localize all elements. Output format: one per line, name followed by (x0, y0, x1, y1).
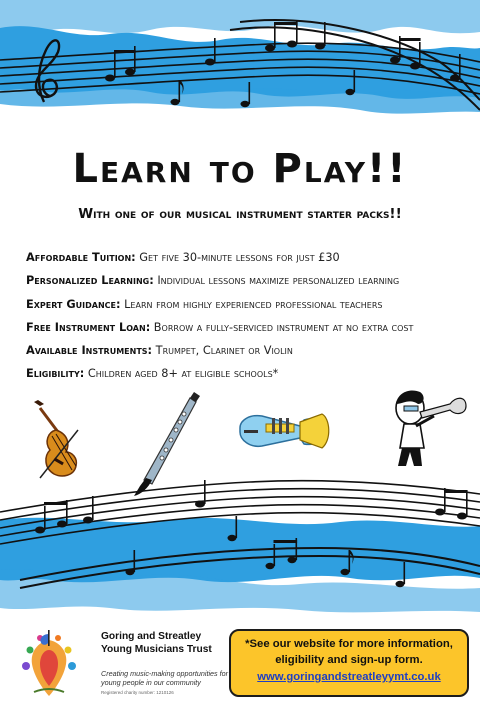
poster-title: Learn to Play!! (72, 146, 408, 192)
feature-item (26, 246, 471, 269)
info-box (229, 629, 469, 697)
feature-list (26, 246, 471, 386)
trust-logo (12, 626, 86, 700)
info-text: *See our website for more information, eligibility and sign-up form. (245, 638, 453, 666)
feature-label: Available Instruments: (26, 344, 153, 358)
feature-text: Borrow a fully-serviced instrument at no extra cost (150, 320, 414, 334)
feature-label: Personalized Learning: (26, 274, 154, 288)
feature-item (26, 339, 471, 362)
feature-item (26, 362, 471, 385)
feature-text: Get five 30-minute lessons for just £30 (135, 251, 340, 264)
feature-label: Affordable Tuition: (26, 251, 136, 264)
feature-text: Learn from highly experienced professional teachers (120, 297, 383, 311)
feature-label: Expert Guidance: (26, 297, 121, 311)
music-staff-banner-bottom (0, 455, 480, 615)
trumpet-icon (240, 414, 329, 448)
org-name: Goring and Streatley Young Musicians Trust (101, 631, 212, 655)
feature-text: Trumpet, Clarinet or Violin (152, 344, 293, 358)
feature-text: Children aged 8+ at eligible schools* (84, 367, 279, 381)
feature-item (26, 316, 471, 339)
feature-text: Individual lessons maximize personalized learning (153, 274, 400, 288)
charity-number: Registered charity number: 1210126 (101, 690, 174, 695)
feature-item (26, 293, 471, 316)
website-link[interactable]: www.goringandstreatleyymt.co.uk (257, 671, 441, 683)
feature-item (26, 269, 471, 292)
feature-label: Eligibility: (26, 367, 85, 381)
feature-label: Free Instrument Loan: (26, 320, 151, 334)
org-tagline: Creating music-making opportunities for young people in our community (101, 669, 229, 687)
music-staff-banner-top (0, 0, 480, 130)
poster-subtitle: With one of our musical instrument starter packs!! (78, 206, 402, 222)
